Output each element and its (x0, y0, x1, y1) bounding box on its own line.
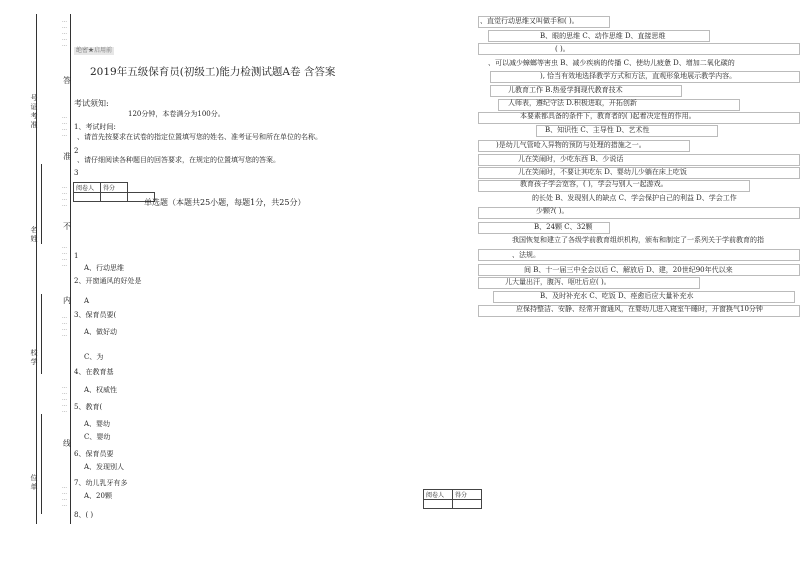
score-table-spacer (128, 183, 155, 193)
score-table-header: 阅卷人 (424, 490, 453, 500)
question-option: 的长处 B、发现别人的缺点 C、学会保护自己的利益 D、学会工作 (532, 194, 737, 202)
text-box-outline (478, 207, 800, 219)
score-table-cell[interactable] (453, 500, 482, 509)
question-option: A、发现别人 (84, 463, 125, 471)
question-option: A、婴幼 (84, 420, 111, 428)
question-option: 儿在笑闹时，少吃东西 B、少说话 (518, 155, 624, 163)
binding-dots: … … … … … (62, 18, 67, 48)
instruction-item: 、请首先按要求在试卷的指定位置填写您的姓名、准考证号和所在单位的名称。 (77, 133, 322, 141)
binding-field-line (41, 294, 42, 374)
question-option: A、20颗 (84, 492, 112, 500)
instructions-heading: 考试须知: (74, 99, 109, 108)
binding-dots: … … … … (62, 114, 67, 138)
score-table-2 (423, 489, 482, 509)
question-option: B、眼的思维 C、动作思维 D、直接思维 (540, 32, 666, 40)
binding-field-line (41, 164, 42, 244)
question-line: 2、开窗通风的好处是 (74, 277, 142, 285)
question-option: A、权威性 (84, 386, 118, 394)
question-line: 5、教育( (74, 403, 103, 411)
confidential-stamp: 绝密★启用前 (76, 47, 113, 54)
binding-dots: … … … … … (62, 384, 67, 414)
question-line: 少颗?( )。 (536, 207, 569, 215)
question-option: B、及时补充水 C、吃饭 D、痊愈后应大量补充水 (540, 292, 694, 300)
question-line: 3、保育员要( (74, 311, 117, 319)
question-option: 、可以减少蟑螂等害虫 B、减少疾病的传播 C、使幼儿疲惫 D、增加二氧化碳的 (488, 59, 735, 67)
binding-label: 答 (63, 76, 71, 85)
question-option: C、为 (84, 353, 104, 361)
question-option: 儿教育工作 B.热爱学拥现代教育技术 (508, 86, 623, 94)
question-option: A、做好动 (84, 328, 118, 336)
question-option: A (84, 297, 90, 305)
binding-label-exam-id: 号证考准 (30, 94, 38, 129)
binding-dots: … … … … (62, 184, 67, 208)
question-line: ), 恰当有效地选择教学方式和方法，直观形象地展示教学内容。 (540, 72, 737, 80)
binding-label: 不 (63, 222, 71, 231)
binding-label: 线 (63, 439, 71, 448)
question-line: 教育孩子学会宽容，( )，学会与别人一起游戏。 (520, 180, 668, 188)
binding-dots: … … … … (62, 314, 67, 338)
page-title: 2019年五级保育员(初级工)能力检测试题A卷 含答案 (90, 66, 336, 78)
question-line: 应保持整洁、安静、经常开窗通风，在婴幼儿进入寝室午睡时，开窗换气10分钟 (516, 305, 763, 313)
score-table-header: 阅卷人 (74, 183, 101, 193)
binding-dots: … … … … (62, 484, 67, 508)
question-line: ( )。 (555, 45, 570, 53)
text-box-outline (478, 43, 800, 55)
question-option: 儿在笑闹时，不要让其吃东 D、婴幼儿少躺在床上吃饭 (518, 168, 687, 176)
question-line: )是幼儿气管呛入异物的预防与处理的措施之一。 (496, 141, 646, 149)
question-option: 人师表，遵纪守法 D.积极进取，开拓创新 (508, 99, 637, 107)
binding-label: 内 (63, 296, 71, 305)
question-option: C、婴幼 (84, 433, 111, 441)
question-line: 6、保育员要 (74, 450, 114, 458)
binding-field-line (41, 414, 42, 514)
score-table-header: 得分 (101, 183, 128, 193)
question-line: 、法规。 (512, 251, 540, 259)
binding-label: 准 (63, 152, 71, 161)
question-line: 4、在教育基 (74, 368, 114, 376)
question-line: 我国恢复和建立了各级学前教育组织机构，颁布和制定了一系列关于学前教育的指 (512, 236, 764, 244)
section-title: 单选题（本题共25小题，每题1分，共25分） (144, 198, 306, 207)
instruction-item: 、请仔细阅读各种题目的回答要求，在规定的位置填写您的答案。 (77, 156, 280, 164)
binding-label-school: 校学 (30, 349, 38, 366)
question-line: 、直觉行动思维又叫做手和( )。 (480, 17, 579, 25)
question-option: 间 B、十一届三中全会以后 C、解放后 D、建，20世纪90年代以来 (524, 266, 733, 274)
score-table (73, 182, 155, 202)
instructions-time: 120分钟，本卷满分为100分。 (128, 110, 225, 118)
score-table-cell[interactable] (101, 193, 128, 202)
score-table-header: 得分 (453, 490, 482, 500)
question-line: 1 (74, 252, 79, 260)
question-option: A、行动思维 (84, 264, 125, 272)
binding-label-unit: 位单 (30, 474, 38, 491)
score-table-cell[interactable] (74, 193, 101, 202)
binding-dots: … … … … (62, 244, 67, 268)
binding-strip (30, 14, 72, 534)
question-option: B、24颗 C、32颗 (534, 223, 593, 231)
score-table-cell[interactable] (424, 500, 453, 509)
question-line: 儿大量出汗，腹泻、呕吐后应( )。 (505, 278, 611, 286)
binding-label-name: 名姓 (30, 226, 38, 243)
instruction-item: 3 (74, 169, 79, 177)
question-line: 8、( ) (74, 511, 94, 519)
binding-border-line (36, 14, 37, 524)
question-option: B、知识性 C、主导性 D、艺术性 (545, 126, 650, 134)
question-line: 7、幼儿乳牙有多 (74, 479, 128, 487)
instruction-item: 2 (74, 147, 79, 155)
question-line: 本要素都具备的条件下，教育者的( )起着决定性的作用。 (520, 112, 696, 120)
instruction-item: 1、考试时间: (74, 123, 116, 131)
